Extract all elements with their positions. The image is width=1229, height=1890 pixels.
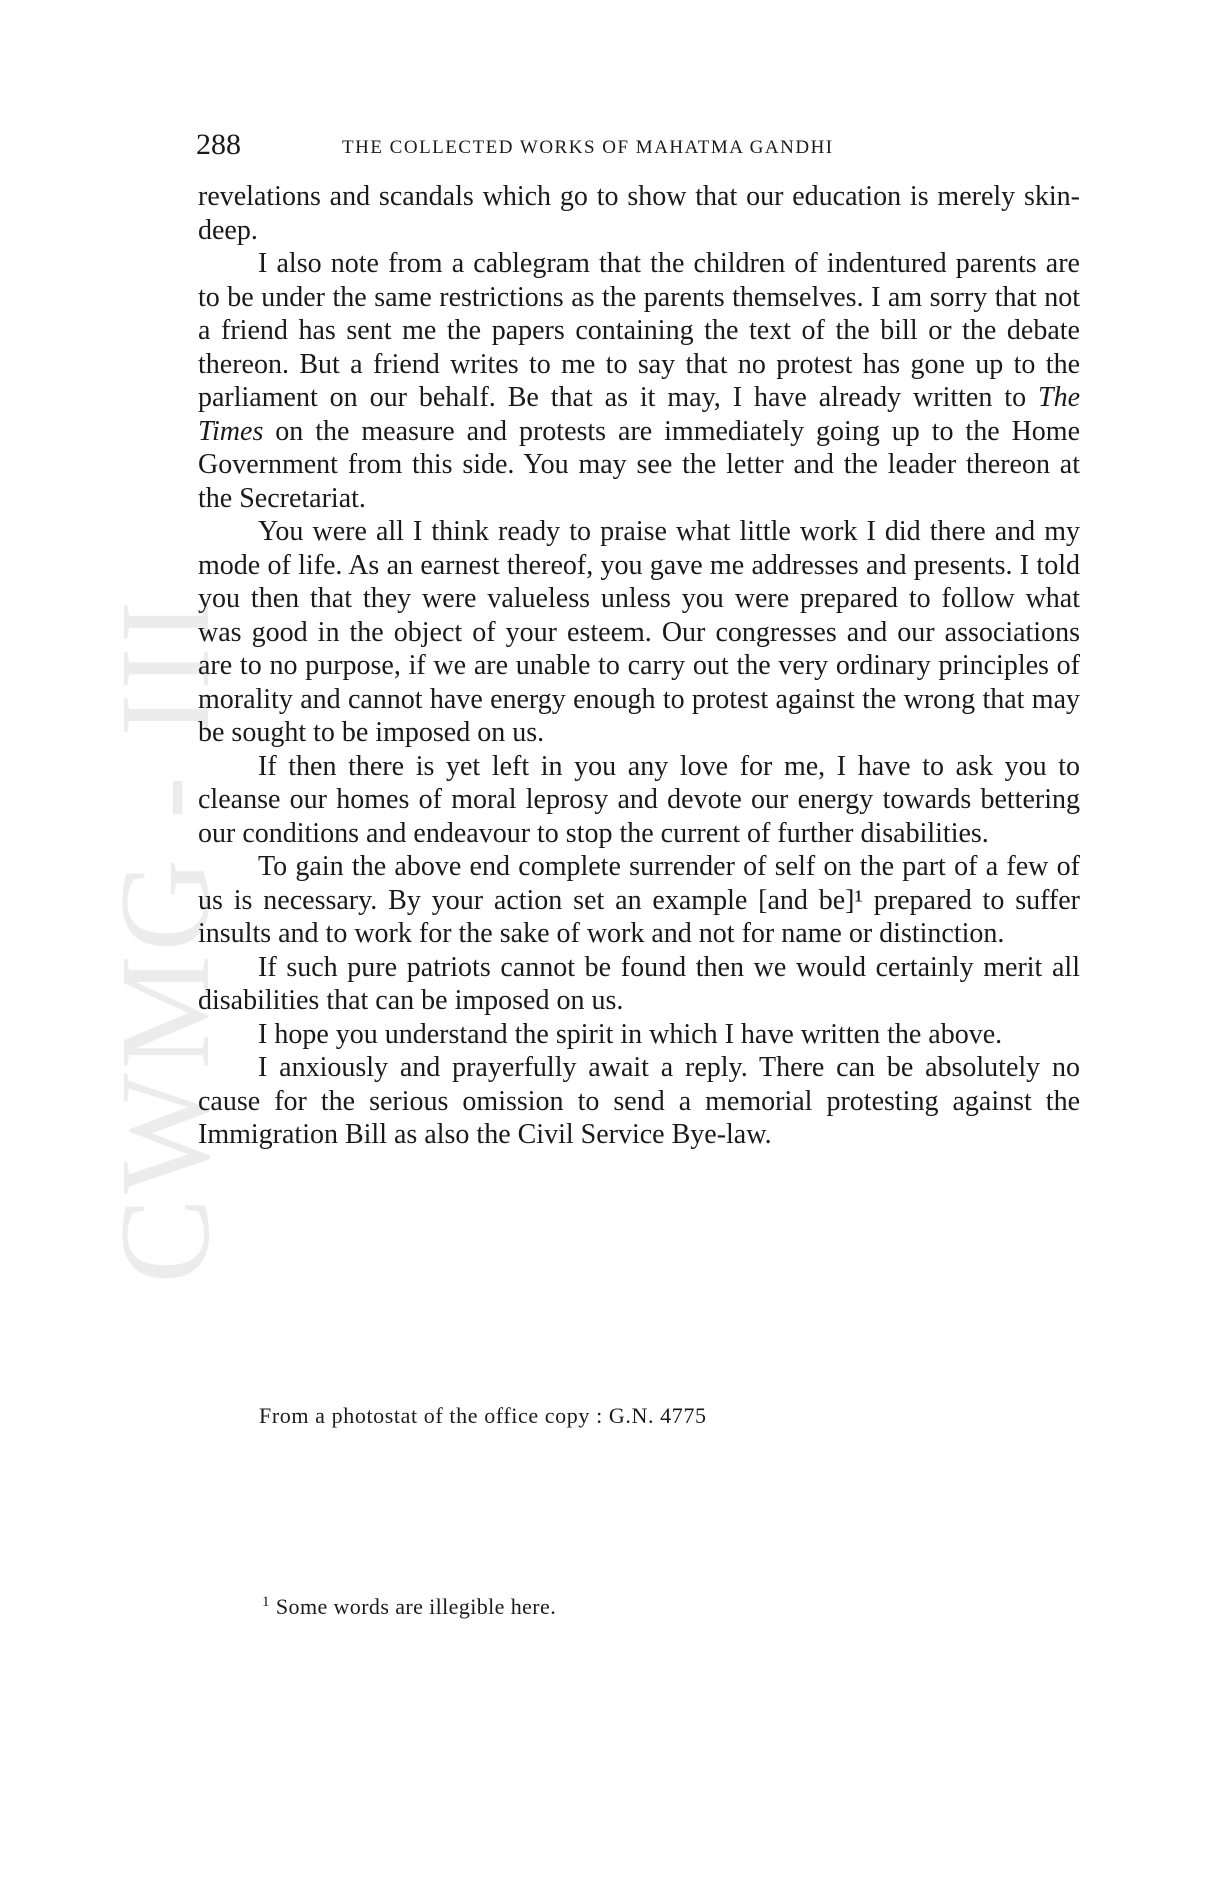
watermark-text: CWMG - III <box>94 596 236 1284</box>
paragraph-text: I also note from a cablegram that the children of indentured parents are to be under the same restrictions as the parents themselves. I am sorry that not a friend has sent me the papers containing the text of the bill or the debate thereon. But a friend writes to me to say that no protest has gone up to the parliament on our behalf. Be that as it may, I have already written to The Times on the measure and protests are immediately going up to the Home Government from this side. You may see the letter and the leader thereon at the Secretariat. <box>198 248 1080 514</box>
page-header <box>196 126 1076 166</box>
paragraph: I anxiously and prayerfully await a reply. There can be absolutely no cause for the serious omission to send a memorial protesting against the Immigration Bill as also the Civil Service Bye-law. <box>198 1052 1080 1150</box>
source-note: From a photostat of the office copy : G.N. 4775 <box>259 1403 707 1428</box>
letter-body <box>198 180 1080 1152</box>
paragraph <box>198 247 1080 515</box>
paragraph: If then there is yet left in you any love for me, I have to ask you to cleanse our homes of moral leprosy and devote our energy towards bettering our conditions and endeavour to stop the current of further disabilities. <box>198 750 1080 849</box>
running-title: THE COLLECTED WORKS OF MAHATMA GANDHI <box>342 137 834 158</box>
paragraph: revelations and scandals which go to show that our education is merely skin-deep. <box>198 181 1080 246</box>
footnote <box>262 1588 556 1621</box>
footnote-marker: 1 <box>262 1594 270 1610</box>
footnote-text: Some words are illegible here. <box>275 1594 557 1619</box>
paragraph: I hope you understand the spirit in which I have written the above. <box>258 1018 1003 1050</box>
page-number: 288 <box>196 128 241 161</box>
paragraph: If such pure patriots cannot be found then we would certainly merit all disabilities that can be imposed on us. <box>198 951 1080 1016</box>
paragraph: You were all I think ready to praise what little work I did there and my mode of life. As an earnest thereof, you gave me addresses and presents. I told you then that they were valueless unless you were prepared to follow what was good in the object of your esteem. Our congresses and our associations are to no purpose, if we are unable to carry out the very ordinary principles of morality and cannot have energy enough to protest against the wrong that may be sought to be imposed on us. <box>198 516 1080 748</box>
paragraph: To gain the above end complete surrender of self on the part of a few of us is necessary. By your action set an example [and be]¹ prepared to suffer insults and to work for the sake of work and not for name or distinction. <box>198 851 1080 949</box>
